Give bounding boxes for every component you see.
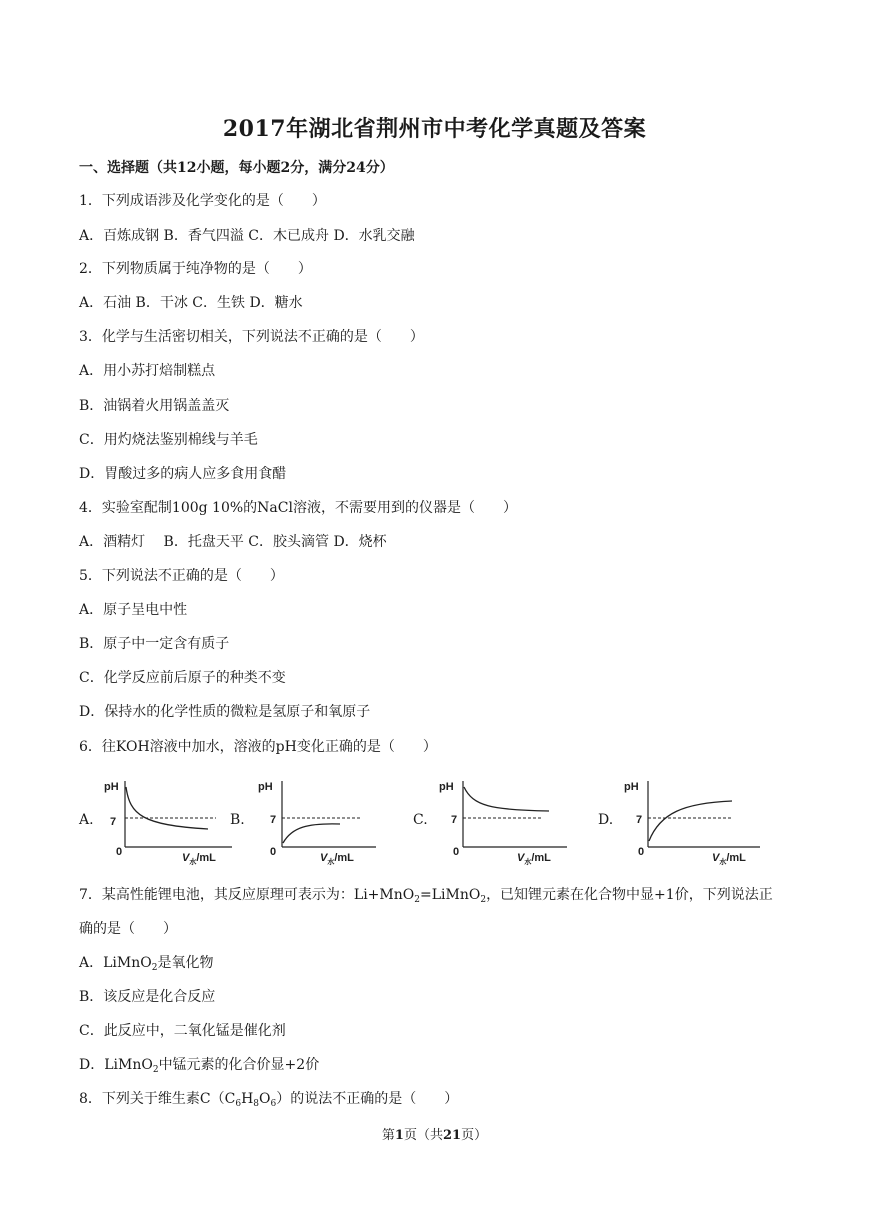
graph-c-xlabel: $V_水/mL$: [517, 852, 551, 866]
ph-curve-c: [464, 787, 549, 811]
ph-curve-d: [649, 801, 732, 841]
question-8: 8．下列关于维生素$C(C_6H_8O_6)$的说法不正确的是（ ）: [79, 1091, 459, 1109]
graph-b-origin: 0: [270, 846, 277, 858]
graph-a-xlabel: $V_水/mL$: [182, 852, 216, 866]
graph-b-letter: B.: [230, 812, 245, 828]
graph-a-seven: 7: [110, 816, 117, 828]
ph-curve-b: [283, 824, 340, 843]
graph-c-ylabel: pH: [439, 781, 454, 793]
question-1: 1．下列成语涉及化学变化的是（ ）: [79, 193, 326, 209]
question-3: 3．化学与生活密切相关，下列说法不正确的是（ ）: [79, 329, 424, 345]
question-3-option-d: D．胃酸过多的病人应多食用食醋: [79, 466, 287, 482]
section-heading: 一、选择题（共12小题，每小题2分，满分24分）: [79, 160, 394, 176]
ph-graph-c: [439, 773, 589, 868]
graph-d-origin: 0: [638, 846, 645, 858]
graph-option-c: [413, 773, 613, 868]
graph-c-letter: C.: [413, 812, 428, 828]
graph-b-xlabel: $V_水/mL$: [320, 852, 354, 866]
question-7-option-c: C．此反应中，二氧化锰是催化剂: [79, 1023, 286, 1039]
graph-option-d: [598, 773, 798, 868]
question-7-option-b: B．该反应是化合反应: [79, 989, 216, 1005]
ph-graph-d: [624, 773, 774, 868]
page-title: 2017年湖北省荆州市中考化学真题及答案: [222, 116, 647, 142]
question-5-option-d: D．保持水的化学性质的微粒是氢原子和氧原子: [79, 704, 371, 720]
question-4: 4．实验室配制100g 10%的NaCl溶液，不需要用到的仪器是（ ）: [79, 500, 517, 516]
question-7-option-d: D．LiMnO$_2$中锰元素的化合价显+2价: [79, 1057, 320, 1075]
graph-d-ylabel: pH: [624, 781, 639, 793]
graph-c-origin: 0: [453, 846, 460, 858]
graph-d-letter: D.: [598, 812, 614, 828]
ph-graph-b: [258, 773, 408, 868]
graph-d-seven: 7: [636, 814, 643, 826]
question-1-options: A．百炼成钢 B．香气四溢 C．木已成舟 D．水乳交融: [79, 228, 415, 244]
ph-curve-a: [126, 787, 208, 829]
question-4-options: A．酒精灯 B．托盘天平 C．胶头滴管 D．烧杯: [79, 534, 387, 550]
question-3-option-a: A．用小苏打焙制糕点: [79, 363, 216, 379]
question-3-option-c: C．用灼烧法鉴别棉线与羊毛: [79, 432, 258, 448]
question-2: 2．下列物质属于纯净物的是（ ）: [79, 261, 312, 277]
question-7-continued: 确的是（ ）: [79, 921, 177, 937]
question-7-option-a: A．LiMnO$_2$是氧化物: [79, 955, 214, 973]
graph-a-letter: A.: [79, 812, 94, 828]
graph-option-b: [230, 773, 430, 868]
page-footer: 第1页（共21页）: [381, 1128, 488, 1143]
question-2-options: A．石油 B．干冰 C．生铁 D．糖水: [79, 295, 303, 311]
graph-d-xlabel: $V_水/mL$: [712, 852, 746, 866]
question-6: 6．往KOH溶液中加水，溶液的pH变化正确的是（ ）: [79, 739, 437, 755]
question-5-option-b: B．原子中一定含有质子: [79, 636, 230, 652]
graph-a-origin: 0: [116, 846, 123, 858]
graph-b-ylabel: pH: [258, 781, 273, 793]
question-3-option-b: B．油锅着火用锅盖盖灭: [79, 398, 230, 414]
question-5-option-c: C．化学反应前后原子的种类不变: [79, 670, 286, 686]
graph-c-seven: 7: [451, 814, 458, 826]
question-7: 7．某高性能锂电池，其反应原理可表示为：Li+MnO$_2$=LiMnO$_2$，已知锂元素在化合物中显+1价，下列说法正: [79, 887, 773, 905]
question-5: 5．下列说法不正确的是（ ）: [79, 568, 284, 584]
graph-a-ylabel: pH: [104, 781, 119, 793]
question-5-option-a: A．原子呈电中性: [79, 602, 188, 618]
graph-b-seven: 7: [270, 814, 277, 826]
